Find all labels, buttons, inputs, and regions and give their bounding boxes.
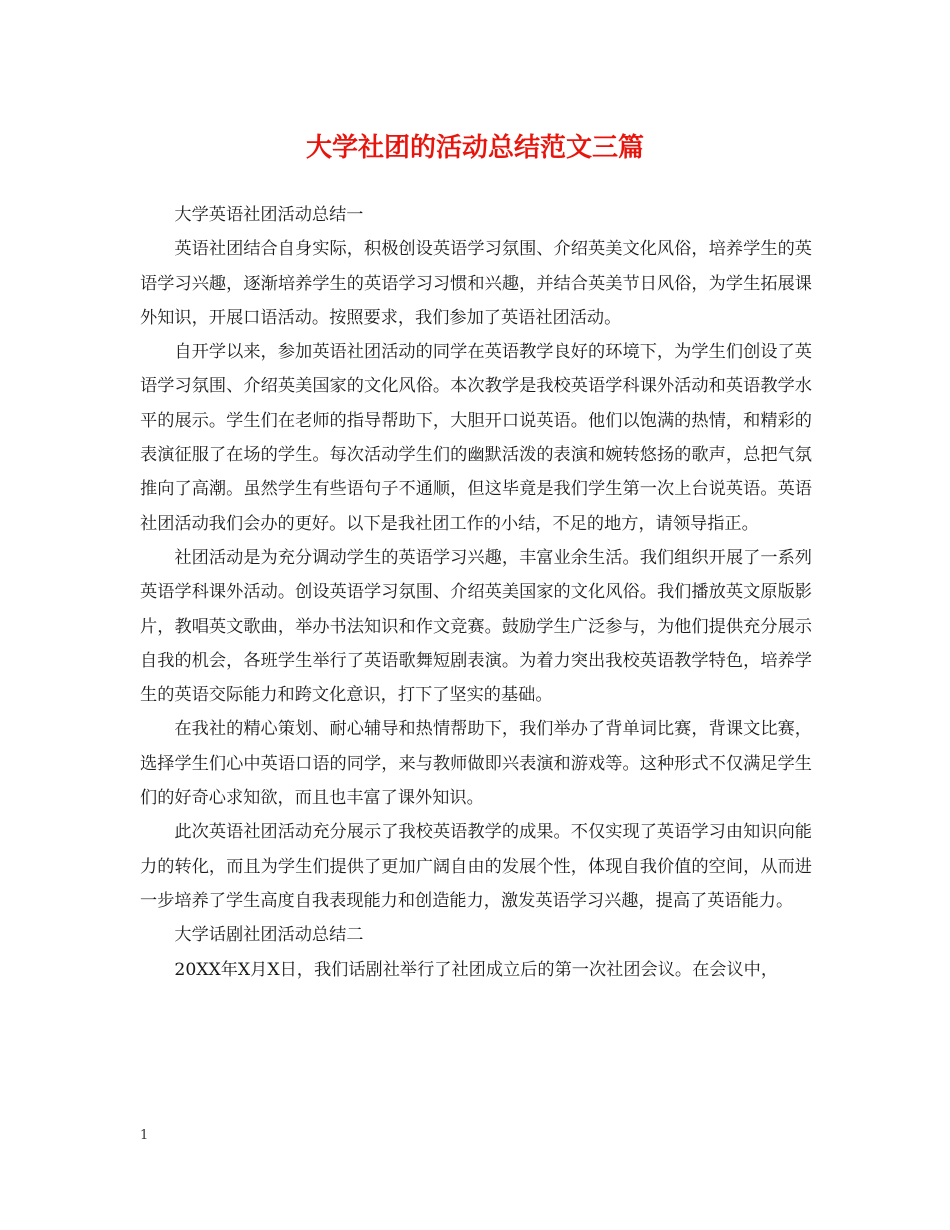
section-heading-2: 大学话剧社团活动总结二: [174, 925, 364, 946]
paragraph: 在我社的精心策划、耐心辅导和热情帮助下，我们举办了背单词比赛，背课文比赛，选择学生们心中英语口语的同学，来与教师做即兴表演和游戏等。这种形式不仅满足学生们的好奇心求知欲，而且也丰富了课外知识。: [140, 719, 812, 809]
paragraph: 此次英语社团活动充分展示了我校英语教学的成果。不仅实现了英语学习由知识向能力的转化，而且为学生们提供了更加广阔自由的发展个性，体现自我价值的空间，从而进一步培养了学生高度自我表现能力和创造能力，激发英语学习兴趣，提高了英语能力。: [140, 822, 812, 911]
section-heading-1: 大学英语社团活动总结一: [174, 205, 364, 225]
paragraph: 20XX年X月X日，我们话剧社举行了社团成立后的第一次社团会议。在会议中，: [174, 959, 779, 980]
paragraph: 社团活动是为充分调动学生的英语学习兴趣，丰富业余生活。我们组织开展了一系列英语学科课外活动。创设英语学习氛围、介绍英美国家的文化风俗。我们播放英文原版影片，教唱英文歌曲，举办书法知识和作文竞赛。鼓励学生广泛参与，为他们提供充分展示自我的机会，各班学生举行了英语歌舞短剧表演。为着力突出我校英语教学特色，培养学生的英语交际能力和跨文化意识，打下了坚实的基础。: [140, 547, 812, 706]
paragraph: 自开学以来，参加英语社团活动的同学在英语教学良好的环境下，为学生们创设了英语学习氛围、介绍英美国家的文化风俗。本次教学是我校英语学科课外活动和英语教学水平的展示。学生们在老师的指导帮助下，大胆开口说英语。他们以饱满的热情，和精彩的表演征服了在场的学生。每次活动学生们的幽默活泼的表演和婉转悠扬的歌声，总把气氛推向了高潮。虽然学生有些语句子不通顺，但这毕竟是我们学生第一次上台说英语。英语社团活动我们会办的更好。以下是我社团工作的小结，不足的地方，请领导指正。: [140, 342, 812, 534]
paragraph: 英语社团结合自身实际，积极创设英语学习氛围、介绍英美文化风俗，培养学生的英语学习兴趣，逐渐培养学生的英语学习习惯和兴趣，并结合英美节日风俗，为学生拓展课外知识，开展口语活动。按照要求，我们参加了英语社团活动。: [140, 239, 812, 328]
page-number: 1: [140, 1128, 149, 1143]
document-body: [140, 198, 812, 987]
document-title: 大学社团的活动总结范文三篇: [305, 133, 644, 163]
